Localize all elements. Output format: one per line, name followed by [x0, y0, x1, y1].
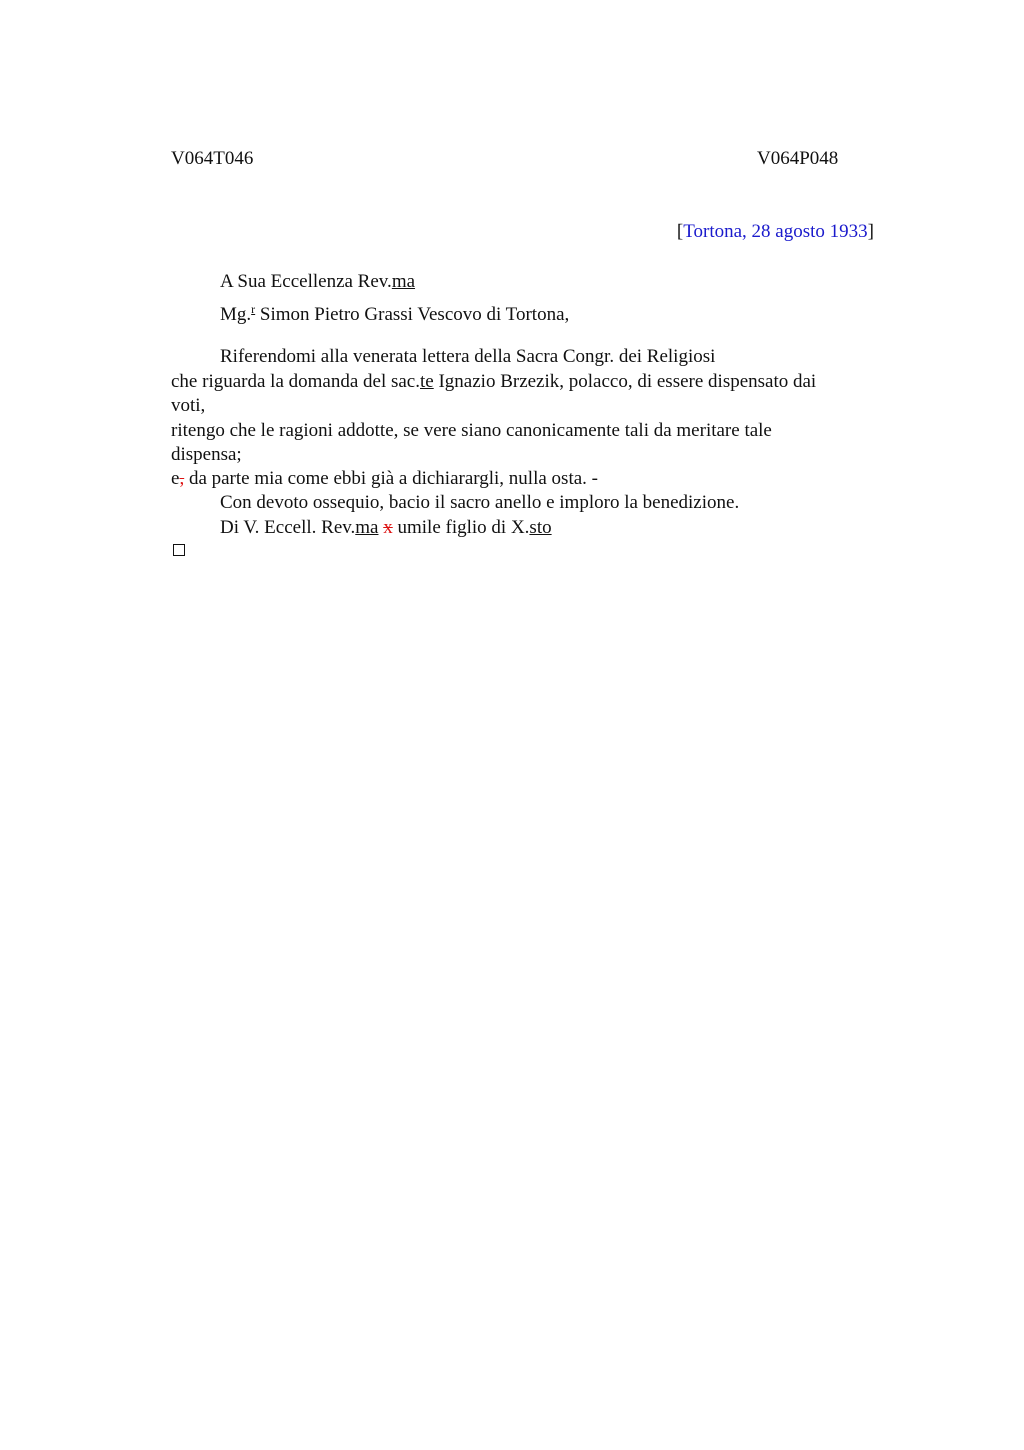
closing-line-2-abbr: ma	[355, 517, 379, 538]
body-line-6-a: e	[171, 468, 180, 489]
body-line-2	[171, 370, 816, 394]
body-line-2-a: che riguarda la domanda del sac.	[171, 371, 420, 392]
dateline-text: Tortona, 28 agosto 1933	[683, 221, 868, 242]
address-line-2-text-a: Mg.	[220, 304, 252, 325]
dateline-open-bracket: [	[676, 221, 684, 242]
end-marker-box	[173, 544, 185, 556]
body-line-2-b: Ignazio Brzezik, polacco, di essere dispensato dai	[433, 371, 817, 392]
closing-line-2-a: Di V. Eccell. Rev.	[220, 517, 356, 538]
address-line-1-text: A Sua Eccellenza Rev.	[220, 271, 392, 292]
body-line-6-b: da parte mia come ebbi già a dichiarargli, nulla osta. -	[184, 468, 598, 489]
body-line-1: Riferendomi alla venerata lettera della Sacra Congr. dei Religiosi	[220, 346, 716, 367]
dateline	[677, 220, 874, 244]
address-line-2-text-b: Simon Pietro Grassi Vescovo di Tortona,	[255, 304, 570, 325]
closing-line-2-abbr2: sto	[529, 517, 552, 538]
closing-line-2	[220, 516, 552, 540]
closing-line-1: Con devoto ossequio, bacio il sacro anello e imploro la benedizione.	[220, 492, 740, 513]
dateline-close-bracket: ]	[867, 221, 874, 242]
body-line-3: voti,	[171, 395, 206, 416]
deleted-x: x	[383, 517, 393, 538]
deleted-comma: ,	[179, 468, 185, 489]
document-code-left: V064T046	[171, 148, 254, 169]
address-line-1-abbr: ma	[391, 271, 416, 292]
address-line-1	[220, 270, 415, 294]
closing-line-2-b: umile figlio di X.	[392, 517, 530, 538]
body-line-2-abbr: te	[420, 371, 434, 392]
body-line-5: dispensa;	[171, 444, 242, 465]
document-code-right: V064P048	[757, 148, 839, 169]
address-line-2	[220, 297, 569, 327]
body-line-4: ritengo che le ragioni addotte, se vere siano canonicamente tali da meritare tale	[171, 420, 772, 441]
body-line-6	[171, 467, 598, 491]
address-line-2-sup: r	[251, 302, 256, 316]
